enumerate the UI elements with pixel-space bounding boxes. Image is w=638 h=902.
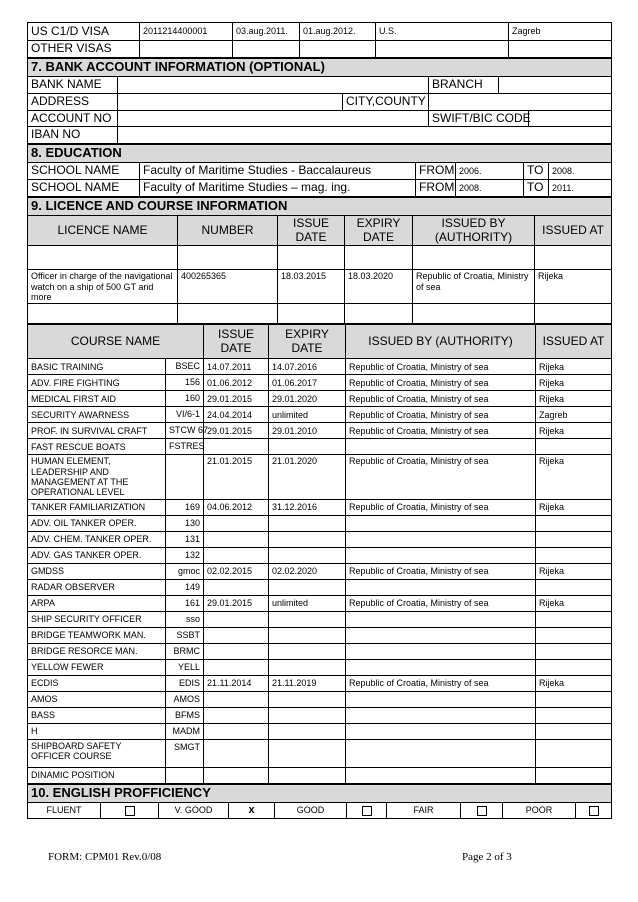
good-checkbox[interactable] xyxy=(347,802,387,818)
licence-issued-by-header: ISSUED BY (AUTHORITY) xyxy=(413,215,535,246)
to-label: TO xyxy=(524,163,549,180)
course-issued-by xyxy=(346,579,536,595)
course-code: 160 xyxy=(166,391,204,407)
course-issue xyxy=(204,767,269,783)
checkbox-icon xyxy=(362,806,372,816)
course-issued-at: Rijeka xyxy=(536,595,612,611)
course-issued-by: Republic of Croatia, Ministry of sea xyxy=(346,455,536,499)
school-name: Faculty of Maritime Studies – mag. ing. xyxy=(140,179,416,196)
course-expiry: 02.02.2020 xyxy=(269,563,346,579)
swift-label: SWIFT/BIC CODE xyxy=(429,110,529,127)
course-issued-by: Republic of Croatia, Ministry of sea xyxy=(346,563,536,579)
course-expiry xyxy=(269,547,346,563)
course-issued-by xyxy=(346,547,536,563)
course-row xyxy=(28,531,612,547)
vgood-label: V. GOOD xyxy=(159,802,229,818)
course-issued-at: Zagreb xyxy=(536,407,612,423)
course-row xyxy=(28,627,612,643)
course-name: MEDICAL FIRST AID xyxy=(28,391,166,407)
poor-checkbox[interactable] xyxy=(576,802,612,818)
course-name: H xyxy=(28,723,166,739)
course-issued-by xyxy=(346,767,536,783)
course-issue: 02.02.2015 xyxy=(204,563,269,579)
course-code: 161 xyxy=(166,595,204,611)
course-issued-by xyxy=(346,515,536,531)
course-row xyxy=(28,547,612,563)
course-code: 169 xyxy=(166,499,204,515)
licence-table xyxy=(27,197,612,325)
course-code: AMOS xyxy=(166,691,204,707)
course-issue xyxy=(204,531,269,547)
form-page xyxy=(27,22,611,819)
course-row xyxy=(28,499,612,515)
course-name-header: COURSE NAME xyxy=(28,325,204,359)
from-label: FROM xyxy=(416,163,456,180)
course-row xyxy=(28,439,612,455)
form-code: FORM: CPM01 Rev.0/08 xyxy=(48,851,162,863)
course-issue: 21.11.2014 xyxy=(204,675,269,691)
fair-checkbox[interactable] xyxy=(461,802,503,818)
licence-row xyxy=(28,270,612,304)
course-name: ADV. OIL TANKER OPER. xyxy=(28,515,166,531)
course-issue-header: ISSUE DATE xyxy=(204,325,269,359)
course-code xyxy=(166,455,204,499)
course-row xyxy=(28,407,612,423)
course-name: RADAR OBSERVER xyxy=(28,579,166,595)
school-name: Faculty of Maritime Studies - Baccalaureus xyxy=(140,163,416,180)
fluent-label: FLUENT xyxy=(28,802,101,818)
course-issued-by: Republic of Croatia, Ministry of sea xyxy=(346,675,536,691)
course-expiry xyxy=(269,531,346,547)
course-code: BRMC xyxy=(166,643,204,659)
us-visa-row xyxy=(28,23,612,41)
course-issued-by xyxy=(346,627,536,643)
course-issued-at xyxy=(536,707,612,723)
course-issued-at xyxy=(536,611,612,627)
course-issue xyxy=(204,439,269,455)
course-row xyxy=(28,391,612,407)
course-expiry: 29.01.2020 xyxy=(269,391,346,407)
course-name: YELLOW FEWER xyxy=(28,659,166,675)
course-name: GMDSS xyxy=(28,563,166,579)
course-issue xyxy=(204,515,269,531)
course-name: SHIP SECURITY OFFICER xyxy=(28,611,166,627)
course-name: DINAMIC POSITION xyxy=(28,767,166,783)
course-issued-at xyxy=(536,515,612,531)
course-issued-at xyxy=(536,767,612,783)
licence-expiry-header: EXPIRY DATE xyxy=(345,215,413,246)
course-expiry xyxy=(269,691,346,707)
course-issued-at: Rijeka xyxy=(536,563,612,579)
course-issued-at-header: ISSUED AT xyxy=(536,325,612,359)
course-code: 131 xyxy=(166,531,204,547)
bank-table xyxy=(27,58,612,144)
course-issued-by: Republic of Croatia, Ministry of sea xyxy=(346,359,536,375)
branch-label: BRANCH xyxy=(429,77,499,94)
licence-name-header: LICENCE NAME xyxy=(28,215,178,246)
us-visa-expiry: 01.aug.2012. xyxy=(300,23,376,41)
course-issue xyxy=(204,659,269,675)
course-code: 132 xyxy=(166,547,204,563)
licence-issued-at-header: ISSUED AT xyxy=(535,215,612,246)
course-expiry: unlimited xyxy=(269,595,346,611)
course-expiry: unlimited xyxy=(269,407,346,423)
course-expiry xyxy=(269,611,346,627)
course-issued-at xyxy=(536,439,612,455)
course-issue xyxy=(204,643,269,659)
course-issued-at xyxy=(536,531,612,547)
course-issue: 29.01.2015 xyxy=(204,423,269,439)
course-code: SSBT xyxy=(166,627,204,643)
course-issued-by xyxy=(346,691,536,707)
from-label: FROM xyxy=(416,179,456,196)
us-visa-issued: 03.aug.2011. xyxy=(233,23,300,41)
course-row xyxy=(28,595,612,611)
course-issued-at: Rijeka xyxy=(536,391,612,407)
course-issue: 24.04.2014 xyxy=(204,407,269,423)
iban-label: IBAN NO xyxy=(28,127,118,144)
licence-issued-at: Rijeka xyxy=(535,270,612,304)
to-label: TO xyxy=(524,179,549,196)
course-list xyxy=(28,359,612,783)
course-expiry: 31.12.2016 xyxy=(269,499,346,515)
fluent-checkbox[interactable] xyxy=(101,802,159,818)
course-code: BFMS xyxy=(166,707,204,723)
course-row xyxy=(28,579,612,595)
course-row xyxy=(28,563,612,579)
course-row xyxy=(28,515,612,531)
education-section-title: 8. EDUCATION xyxy=(28,145,612,163)
course-code: 149 xyxy=(166,579,204,595)
bank-section-title: 7. BANK ACCOUNT INFORMATION (OPTIONAL) xyxy=(28,59,612,77)
course-issued-by: Republic of Croatia, Ministry of sea xyxy=(346,375,536,391)
course-issued-at xyxy=(536,643,612,659)
licence-section-title: 9. LICENCE AND COURSE INFORMATION xyxy=(28,197,612,215)
licence-issued-by: Republic of Croatia, Ministry of sea xyxy=(413,270,535,304)
course-issue xyxy=(204,739,269,767)
course-issued-at xyxy=(536,723,612,739)
from-value: 2008. xyxy=(456,179,524,196)
us-visa-label: US C1/D VISA xyxy=(28,23,140,41)
course-issue: 14.07.2011 xyxy=(204,359,269,375)
course-expiry-header: EXPIRY DATE xyxy=(269,325,346,359)
course-issued-at xyxy=(536,547,612,563)
licence-number: 400265365 xyxy=(178,270,278,304)
fair-label: FAIR xyxy=(387,802,461,818)
course-expiry xyxy=(269,659,346,675)
course-issue xyxy=(204,691,269,707)
course-code: YELL xyxy=(166,659,204,675)
vgood-checkbox[interactable]: x xyxy=(229,802,275,818)
course-row xyxy=(28,611,612,627)
school-label: SCHOOL NAME xyxy=(28,179,140,196)
course-expiry: 21.11.2019 xyxy=(269,675,346,691)
course-issued-at: Rijeka xyxy=(536,375,612,391)
course-expiry xyxy=(269,767,346,783)
course-issue: 21.01.2015 xyxy=(204,455,269,499)
course-issue: 29.01.2015 xyxy=(204,595,269,611)
from-value: 2006. xyxy=(456,163,524,180)
course-expiry xyxy=(269,439,346,455)
city-label: CITY,COUNTY xyxy=(343,93,429,110)
course-row xyxy=(28,707,612,723)
course-issued-at xyxy=(536,691,612,707)
course-expiry xyxy=(269,579,346,595)
course-name: ADV. GAS TANKER OPER. xyxy=(28,547,166,563)
us-visa-place: Zagreb xyxy=(509,23,612,41)
courses-table xyxy=(27,324,612,783)
checkbox-icon xyxy=(589,806,599,816)
course-row xyxy=(28,659,612,675)
course-code: SMGT xyxy=(166,739,204,767)
course-name: BASIC TRAINING xyxy=(28,359,166,375)
course-row xyxy=(28,723,612,739)
course-name: BRIDGE RESORCE MAN. xyxy=(28,643,166,659)
visa-table xyxy=(27,22,612,58)
course-issued-at: Rijeka xyxy=(536,675,612,691)
course-row xyxy=(28,675,612,691)
course-row xyxy=(28,767,612,783)
course-name: PROF. IN SURVIVAL CRAFT xyxy=(28,423,166,439)
course-issued-by: Republic of Croatia, Ministry of sea xyxy=(346,499,536,515)
course-name: AMOS xyxy=(28,691,166,707)
course-issue xyxy=(204,627,269,643)
course-name: BASS xyxy=(28,707,166,723)
course-code: STCW 67 xyxy=(166,423,204,439)
licence-issue-header: ISSUE DATE xyxy=(278,215,345,246)
checkbox-icon xyxy=(477,806,487,816)
course-issue xyxy=(204,611,269,627)
course-name: BRIDGE TEAMWORK MAN. xyxy=(28,627,166,643)
licence-issue: 18.03.2015 xyxy=(278,270,345,304)
other-visas-label: OTHER VISAS xyxy=(28,41,140,58)
us-visa-country: U.S. xyxy=(376,23,509,41)
course-code: 130 xyxy=(166,515,204,531)
course-code: VI/6-1 xyxy=(166,407,204,423)
course-issued-at: Rijeka xyxy=(536,423,612,439)
to-value: 2008. xyxy=(549,163,612,180)
course-expiry xyxy=(269,707,346,723)
good-label: GOOD xyxy=(275,802,347,818)
course-expiry: 01.06.2017 xyxy=(269,375,346,391)
course-name: ADV. CHEM. TANKER OPER. xyxy=(28,531,166,547)
course-row xyxy=(28,739,612,767)
other-visas-row xyxy=(28,41,612,58)
course-issue xyxy=(204,723,269,739)
course-issued-by xyxy=(346,643,536,659)
course-issued-at xyxy=(536,739,612,767)
course-name: SECURITY AWARNESS xyxy=(28,407,166,423)
school-label: SCHOOL NAME xyxy=(28,163,140,180)
course-expiry xyxy=(269,627,346,643)
course-issued-by xyxy=(346,439,536,455)
course-issued-by xyxy=(346,611,536,627)
to-value: 2011. xyxy=(549,179,612,196)
course-code: MADM xyxy=(166,723,204,739)
course-code: FSTRES xyxy=(166,439,204,455)
course-issue: 04.06.2012 xyxy=(204,499,269,515)
us-visa-number: 2011214400001 xyxy=(140,23,233,41)
education-table xyxy=(27,144,612,197)
course-issued-by xyxy=(346,723,536,739)
course-code: EDIS xyxy=(166,675,204,691)
course-issue: 01.06.2012 xyxy=(204,375,269,391)
english-section-title: 10. ENGLISH PROFFICIENCY xyxy=(28,784,612,802)
course-issued-at xyxy=(536,579,612,595)
page-number: Page 2 of 3 xyxy=(462,851,512,863)
course-issued-by-header: ISSUED BY (AUTHORITY) xyxy=(346,325,536,359)
course-row xyxy=(28,455,612,499)
account-label: ACCOUNT NO xyxy=(28,110,118,127)
poor-label: POOR xyxy=(503,802,576,818)
course-issued-at xyxy=(536,659,612,675)
course-code: gmoc xyxy=(166,563,204,579)
checkbox-icon xyxy=(125,806,135,816)
course-issued-by xyxy=(346,531,536,547)
licence-number-header: NUMBER xyxy=(178,215,278,246)
course-code: 156 xyxy=(166,375,204,391)
course-issue xyxy=(204,547,269,563)
course-issued-by: Republic of Croatia, Ministry of sea xyxy=(346,423,536,439)
course-issued-by xyxy=(346,659,536,675)
course-name: SHIPBOARD SAFETY OFFICER COURSE xyxy=(28,739,166,767)
course-row xyxy=(28,643,612,659)
licence-name: Officer in charge of the navigational watch on a ship of 500 GT and more xyxy=(28,270,178,304)
education-row xyxy=(28,163,612,180)
course-code: BSEC xyxy=(166,359,204,375)
education-row xyxy=(28,179,612,196)
course-row xyxy=(28,423,612,439)
bank-name-label: BANK NAME xyxy=(28,77,118,94)
course-expiry: 14.07.2016 xyxy=(269,359,346,375)
course-expiry xyxy=(269,739,346,767)
course-issued-at: Rijeka xyxy=(536,455,612,499)
licence-expiry: 18.03.2020 xyxy=(345,270,413,304)
course-row xyxy=(28,375,612,391)
course-issued-at: Rijeka xyxy=(536,359,612,375)
course-expiry: 29.01.2010 xyxy=(269,423,346,439)
course-code xyxy=(166,767,204,783)
course-name: HUMAN ELEMENT, LEADERSHIP AND MANAGEMENT AT THE OPERATIONAL LEVEL xyxy=(28,455,166,499)
course-issued-at xyxy=(536,627,612,643)
course-issued-by: Republic of Croatia, Ministry of sea xyxy=(346,407,536,423)
course-expiry: 21.01.2020 xyxy=(269,455,346,499)
course-name: TANKER FAMILIARIZATION xyxy=(28,499,166,515)
course-expiry xyxy=(269,643,346,659)
course-row xyxy=(28,691,612,707)
course-name: ARPA xyxy=(28,595,166,611)
course-expiry xyxy=(269,723,346,739)
course-issued-at: Rijeka xyxy=(536,499,612,515)
course-expiry xyxy=(269,515,346,531)
course-issued-by xyxy=(346,707,536,723)
address-label: ADDRESS xyxy=(28,93,118,110)
course-issue: 29.01.2015 xyxy=(204,391,269,407)
course-issued-by: Republic of Croatia, Ministry of sea xyxy=(346,595,536,611)
course-code: sso xyxy=(166,611,204,627)
course-name: FAST RESCUE BOATS xyxy=(28,439,166,455)
english-table xyxy=(27,784,612,819)
course-name: ECDIS xyxy=(28,675,166,691)
course-row xyxy=(28,359,612,375)
course-issued-by xyxy=(346,739,536,767)
course-issue xyxy=(204,579,269,595)
course-issue xyxy=(204,707,269,723)
course-name: ADV. FIRE FIGHTING xyxy=(28,375,166,391)
course-issued-by: Republic of Croatia, Ministry of sea xyxy=(346,391,536,407)
